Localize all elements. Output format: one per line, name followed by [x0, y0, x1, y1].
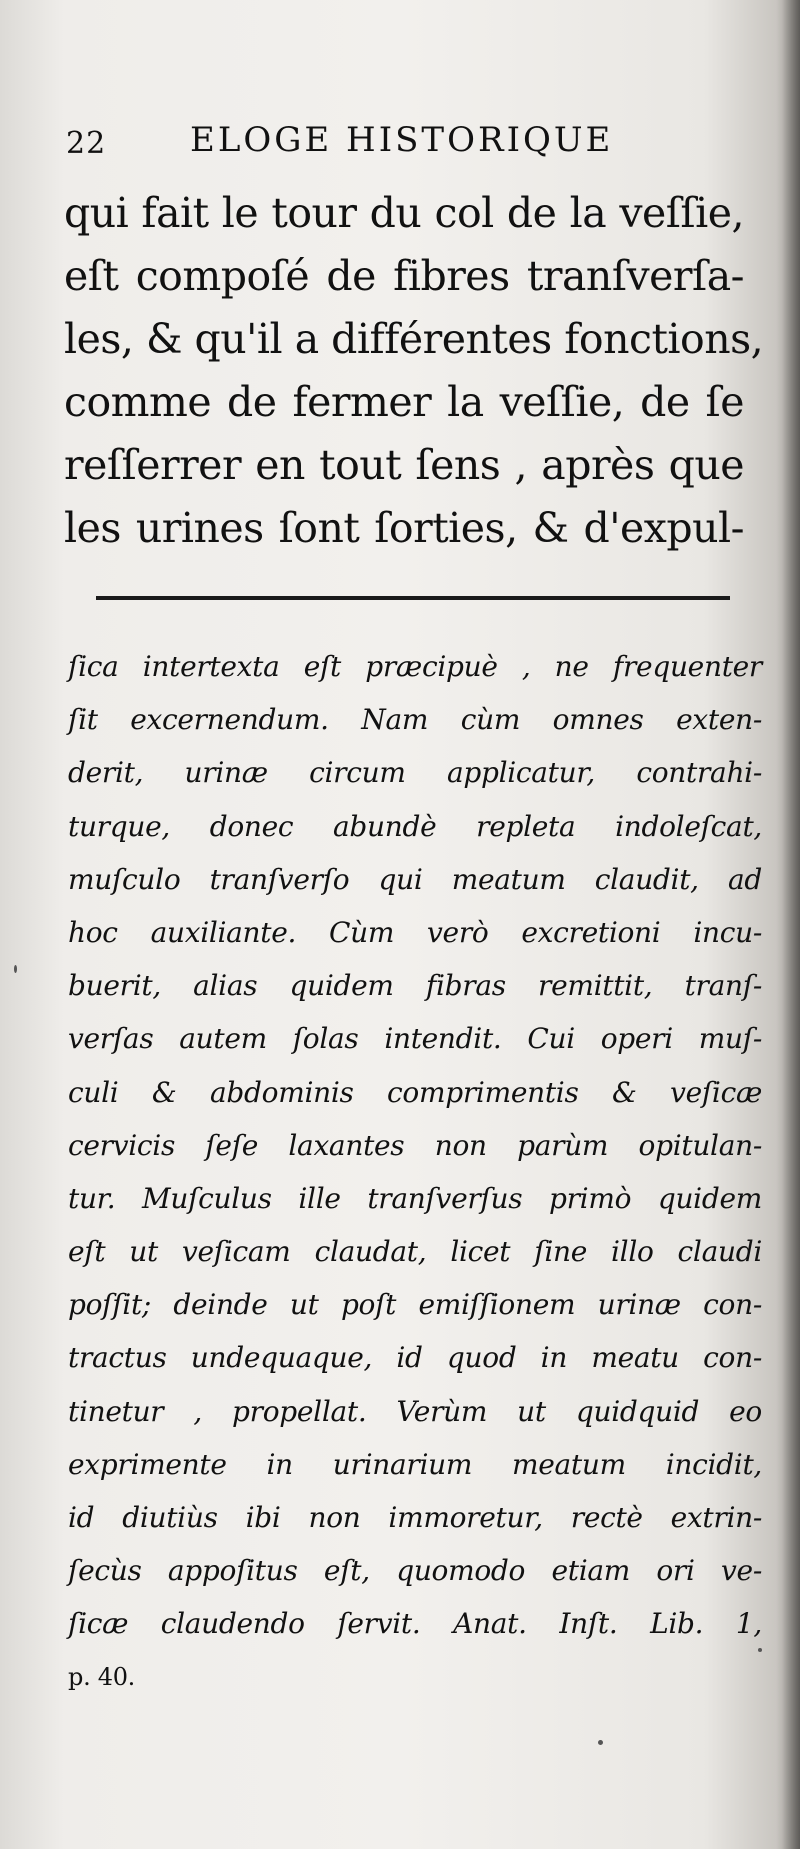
footnote-line: eſt ut veſicam claudat, licet ſine illo claudi	[68, 1235, 762, 1269]
footnote-line: verſas autem ſolas intendit. Cui operi muſ-	[68, 1022, 762, 1056]
footnote-line: culi & abdominis comprimentis & veſicæ	[68, 1075, 762, 1109]
paper-speck	[598, 1740, 603, 1745]
body-line: qui fait le tour du col de la veſſie,	[64, 189, 744, 237]
footnote-line: ſit excernendum. Nam cùm omnes exten-	[68, 703, 762, 737]
body-line: eſt compoſé de fibres tranſverſa-	[64, 252, 744, 300]
body-line: les, & qu'il a différentes fonctions,	[64, 315, 764, 363]
page-edge-shadow	[782, 0, 800, 1849]
footnote-separator-rule	[96, 596, 730, 600]
footnote-line: ſicæ claudendo ſervit. Anat. Inſt. Lib. 1,	[68, 1607, 762, 1641]
page-header	[66, 118, 686, 168]
footnote-line: exprimente in urinarium meatum incidit,	[68, 1447, 762, 1481]
footnote-line: turque, donec abundè repleta indoleſcat,	[68, 809, 762, 843]
running-title: ELOGE HISTORIQUE	[190, 120, 614, 160]
footnote-line: ſecùs appoſitus eſt, quomodo etiam ori ve-	[68, 1554, 762, 1588]
body-line: les urines ſont ſorties, & d'expul-	[64, 504, 744, 552]
body-text	[64, 182, 764, 560]
footnote-line: tractus undequaque, id quod in meatu con-	[68, 1341, 762, 1375]
footnote-line: buerit, alias quidem fibras remittit, tranſ-	[68, 969, 762, 1003]
footnote-line: muſculo tranſverſo qui meatum claudit, ad	[68, 862, 762, 896]
paper-speck	[14, 965, 17, 973]
page-number: 22	[66, 126, 107, 161]
footnote-line: hoc auxiliante. Cùm verò excretioni incu-	[68, 915, 762, 949]
body-line: reſſerrer en tout ſens , après que	[64, 441, 744, 489]
paper-speck	[758, 1648, 762, 1652]
footnote-line: cervicis ſeſe laxantes non parùm opitulan-	[68, 1128, 762, 1162]
footnote-line: tinetur , propellat. Verùm ut quidquid eo	[68, 1394, 762, 1428]
footnote-line: p. 40.	[68, 1662, 135, 1691]
footnote-line: tur. Muſculus ille tranſverſus primò quidem	[68, 1181, 762, 1215]
body-line: comme de fermer la veſſie, de ſe	[64, 378, 744, 426]
footnote-text	[68, 640, 762, 1704]
footnote-line: id diutiùs ibi non immoretur, rectè extrin-	[68, 1501, 762, 1534]
footnote-line: derit, urinæ circum applicatur, contrahi-	[68, 756, 762, 790]
footnote-line: ſica intertexta eſt præcipuè , ne frequenter	[68, 650, 762, 683]
footnote-line: poſſit; deinde ut poſt emiſſionem urinæ con-	[68, 1288, 762, 1322]
